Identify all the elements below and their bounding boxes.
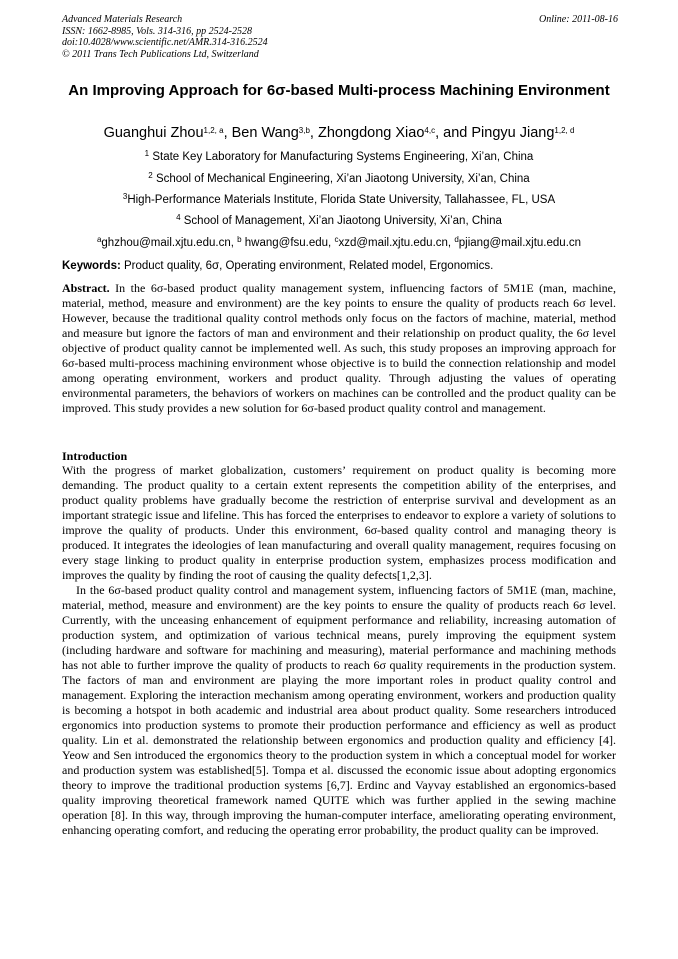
keywords-text: Product quality, 6σ, Operating environment, Related model, Ergonomics. [120,260,494,272]
doi-line[interactable]: doi:10.4028/www.scientific.net/AMR.314-316.2524 [62,37,268,48]
affil-sup: 4 [176,213,181,222]
email-address[interactable]: ghzhou@mail.xjtu.edu.cn, [101,237,238,249]
email-sup: b [237,235,242,244]
affil-sup: 2 [148,171,153,180]
introduction-body [62,463,616,838]
journal-header [62,14,618,60]
author-name: Ben Wang [231,125,299,141]
email-sup: a [96,235,102,244]
issn-line: ISSN: 1662-8985, Vols. 314-316, pp 2524-2528 [62,25,252,37]
affil-text: High-Performance Materials Institute, Florida State University, Tallahassee, FL, USA [127,194,556,206]
journal-name: Advanced Materials Research [62,14,183,25]
online-date: Online: 2011-08-16 [539,14,618,25]
affiliation-1 [62,150,616,164]
introduction-heading: Introduction [62,449,128,463]
abstract [62,281,616,416]
affil-text: School of Mechanical Engineering, Xi’an Jiaotong University, Xi’an, China [155,173,530,185]
email-address[interactable]: xzd@mail.xjtu.edu.cn, [338,237,455,249]
author-name: Pingyu Jiang [471,125,555,141]
intro-paragraph: In the 6σ-based product quality control and management system, influencing factors of 5M1E (man, machine, material, method, measure and environment) are the key points to ensure the quality of products reach 6σ level. Currently, with the unceasing enhancement of equipment performance and reliability, increasing automation of production system, and optimization of various technical means, purely improving the equipment system (including hardware and software for machining and measuring), material performance and machining methods has not able to further improve the quality of products to reach 6σ quality requirements in the production system. The factors of man and environment are playing the more important roles in product quality control and management. Exploring the interaction mechanism among operating environment, workers and production quality is becoming a hotspot in both academic and industrial area about product quality. Some researchers introduced ergonomics into production systems to promote their production performance and efficiency as well as product quality. Lin et al. demonstrated the relationship between ergonomics and production quality and efficiency [4]. Yeow and Sen introduced the ergonomics theory to the production system in which a conceptual model for worker and production system was established[5]. Tompa et al. discussed the economic issue about adopting ergonomics theory to improve the traditional production systems [6,7]. Erdinc and Vayvay established an ergonomics-based quality improving theoretical framework named QUITE which was further applied in the sewing machine operation [8]. In this way, through improving the human-computer interface, ameliorating operating environment, enhancing operating comfort, and reducing the operating error probability, the product quality can be improved. [62,583,616,837]
author-affil-sup: 1,2, a [203,126,224,135]
paper-title: An Improving Approach for 6σ-based Multi-process Machining Environment [68,82,610,99]
author-name: Zhongdong Xiao [317,125,425,141]
email-address[interactable]: pjiang@mail.xjtu.edu.cn [458,237,582,249]
abstract-label: Abstract. [62,281,110,295]
affiliation-4 [62,214,616,228]
author-list [62,125,616,142]
abstract-text: In the 6σ-based product quality management system, influencing factors of 5M1E (man, machine, material, method, measure and environment) are the key points to ensure the quality of products reach 6σ level. However, because the traditional quality control methods only focus on the factors of machine, material, method and measure but ignore the factors of man and environment and their relationship on product quality, the 6σ level objective of product quality cannot be implemented well. As such, this study proposes an improving approach for 6σ-based multi-process machining environment whose objective is to build the connection relationship and model among operating environment, workers and product quality. Through adjusting the values of operating environmental parameters, the behaviors of workers on machines can be controlled and the product quality can be improved. This study provides a new solution for 6σ-based product quality control and management. [62,281,616,415]
author-separator: , [223,125,232,141]
affil-text: State Key Laboratory for Manufacturing Systems Engineering, Xi’an, China [152,151,534,163]
author-affil-sup: 4,c [424,126,436,135]
affiliation-2 [62,172,616,186]
email-line [62,236,616,250]
keywords-label: Keywords: [62,260,121,272]
email-sup: c [334,235,339,244]
author-separator: , [309,125,318,141]
affil-sup: 3 [122,192,128,201]
copyright-line: © 2011 Trans Tech Publications Ltd, Switzerland [62,48,259,60]
keywords [62,259,616,273]
intro-paragraph: With the progress of market globalization, customers’ requirement on product quality is becoming more demanding. The product quality to a certain extent represents the competition ability of the enterprises, and product quality problems have gradually become the restriction of enterprise survival and development as an important strategic issue and lifeline. This has forced the enterprises to endeavor to explore a variety of solutions to improve the quality of products. Under this environment, 6σ-based quality control and managing theory is produced. It integrates the ideologies of lean manufacturing and overall quality management, requires focusing on every stage linking to product quality in enterprise production system, emphasizes process modification and improves the quality by finding the root of causing the quality defects[1,2,3]. [62,463,616,582]
author-affil-sup: 3,b [298,126,310,135]
author-affil-sup: 1,2, d [554,126,575,135]
affil-text: School of Management, Xi’an Jiaotong University, Xi’an, China [183,215,502,227]
affiliation-3 [62,193,616,207]
email-sup: d [454,235,459,244]
email-address[interactable]: hwang@fsu.edu, [244,237,335,249]
author-name: Guanghui Zhou [103,125,204,141]
affil-sup: 1 [144,149,150,158]
author-separator: , and [435,125,472,141]
